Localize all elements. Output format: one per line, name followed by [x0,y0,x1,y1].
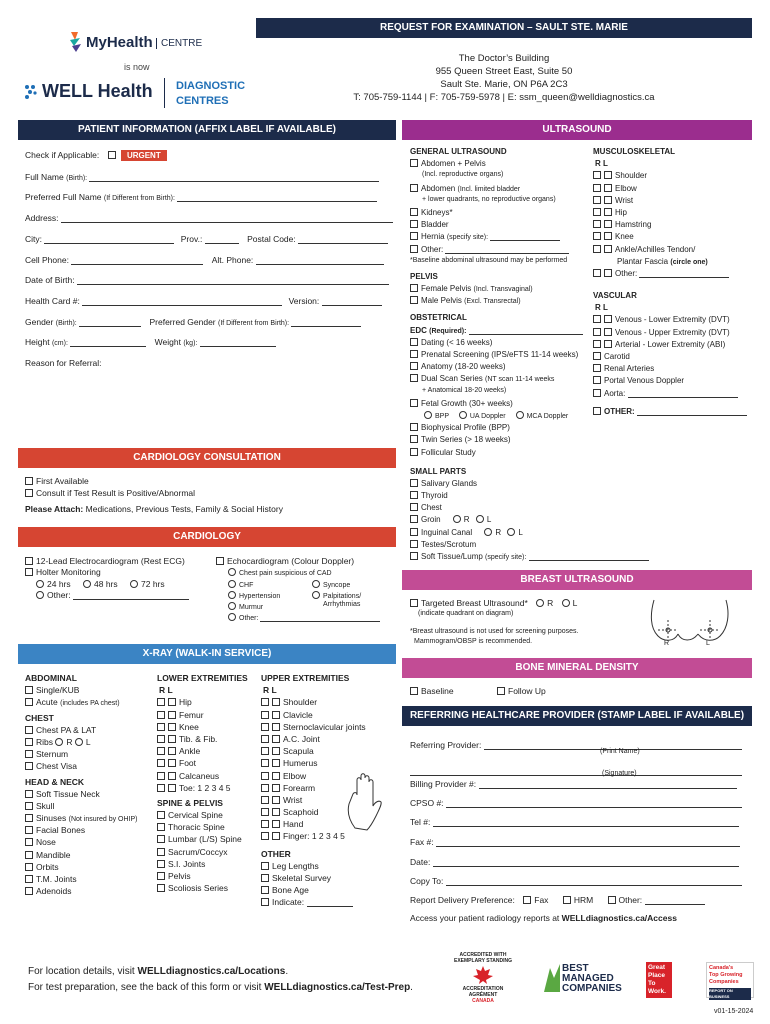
xray-skull[interactable]: Skull [25,801,137,813]
us-other[interactable]: Other: [410,245,649,257]
xray-toe[interactable]: Toe: 1 2 3 4 5 [157,783,248,795]
clinic-address: The Doctor’s Building 955 Queen Street East, Suite 50 Sault Ste. Marie, ON P6A 2C3 T: 705-759-1144 | F: 705-759-5978 | E: ssm_queen@welldiagnostics.ca [353,53,655,103]
breast-us-header: BREAST ULTRASOUND [402,570,752,590]
us-abdomen-pelvis[interactable]: Abdomen + Pelvis [410,159,649,171]
xray-facial-bones[interactable]: Facial Bones [25,825,137,837]
please-attach-text: Please Attach: Medications, Previous Tests, Family & Social History [25,504,283,514]
billing-provider-field[interactable]: Billing Provider #: [410,779,737,789]
patient-info-header: PATIENT INFORMATION (AFFIX LABEL IF AVAILABLE) [18,120,396,140]
best-managed-mark-icon [540,962,564,996]
us-vasc-arterial[interactable]: Arterial - Lower Extremity (ABI) [593,340,747,352]
us-msk-wrist[interactable]: Wrist [593,196,747,208]
us-general-col: GENERAL ULTRASOUND Abdomen + Pelvis (Incl. reproductive organs) Abdomen (Incl. limited bladder + lower quadrants, no reproductive organs) Kidneys* Bladder Hernia (specify site): Other: *Baseline abdominal ultrasound may be performed PELVIS Female Pelvis (Incl. Transvaginal) Male Pelvis (Excl. Transrectal) OBSTETRICAL EDC (Required): Dating (< 16 weeks) Prenatal Screening (IPS/eFTS 11-14 weeks) Anatomy (18-20 weeks) Dual Scan Series (NT scan 11-14 weeks + Anatomical 18-20 weeks) Fetal Growth (30+ weeks) BPP UA Doppler MCA Doppler Biophysical Profile (BPP) Twin Series (> 18 weeks) Follicular Study SMALL PARTS Salivary Glands Thyroid Chest Groin R L Inguinal Canal R L Testes/Scrotum Soft Tissue/Lump (specify site): [410,147,649,564]
us-vasc-venous-upper[interactable]: Venous - Upper Extremity (DVT) [593,328,747,340]
xray-nose[interactable]: Nose [25,837,137,849]
xray-acute[interactable]: Acute (includes PA chest) [25,697,137,709]
xray-sacrum[interactable]: Sacrum/Coccyx [157,847,248,859]
us-msk-hamstring[interactable]: Hamstring [593,220,747,232]
xray-ankle[interactable]: Ankle [157,746,248,758]
xray-col2: LOWER EXTREMITIES R L Hip Femur Knee Tib. & Fib. Ankle Foot Calcaneus Toe: 1 2 3 4 5 SPINE & PELVIS Cervical Spine Thoracic Spine Lumbar (L/S) Spine Sacrum/Coccyx S.I. Joints Pelvis Scoliosis Series [157,673,248,895]
ecg-option[interactable]: 12-Lead Electrocardiogram (Rest ECG) [25,556,185,566]
check-applicable-row: Check if Applicable: URGENT [25,150,167,160]
xray-hip[interactable]: Hip [157,697,248,709]
health-card-row[interactable]: Health Card #: Version: [25,296,382,306]
us-msk-other[interactable]: Other: [593,269,747,281]
preferred-name-field[interactable]: Preferred Full Name (If Different from Birth): [25,192,377,202]
us-testes[interactable]: Testes/Scrotum [410,540,649,552]
bmd-header: BONE MINERAL DENSITY [402,658,752,678]
us-anatomy[interactable]: Anatomy (18-20 weeks) [410,362,649,374]
hand-diagram-icon [343,770,387,834]
xray-si-joints[interactable]: S.I. Joints [157,859,248,871]
xray-soft-tissue-neck[interactable]: Soft Tissue Neck [25,789,137,801]
myhealth-logo: MyHealth CENTRE [68,30,208,58]
xray-adenoids[interactable]: Adenoids [25,886,137,898]
us-abdomen[interactable]: Abdomen (Incl. limited bladder [410,184,649,196]
signature-line[interactable] [410,766,742,776]
echo-other[interactable]: Other: [228,613,380,622]
targeted-breast-option[interactable]: Targeted Breast Ultrasound* R L [410,598,577,608]
us-vasc-venous-lower[interactable]: Venous - Lower Extremity (DVT) [593,315,747,327]
us-prenatal[interactable]: Prenatal Screening (IPS/eFTS 11-14 weeks) [410,350,649,362]
xray-leg-lengths[interactable]: Leg Lengths [261,861,366,873]
us-inguinal[interactable]: Inguinal Canal R L [410,528,649,540]
us-msk-col: MUSCULOSKELETAL R L Shoulder Elbow Wrist Hip Hamstring Knee Ankle/Achilles Tendon/ Plantar Fascia (circle one) Other: VASCULAR R L Venous - Lower Extremity (DVT) Venous - Upper Extremity (DVT) Arterial - Lower Extremity (ABI) Carotid Renal Arteries Portal Venous Doppler Aorta: OTHER: [593,147,747,419]
xray-header: X-RAY (WALK-IN SERVICE) [18,644,396,664]
xray-elbow[interactable]: Elbow [261,771,366,783]
holter-duration-options[interactable]: 24 hrs 48 hrs 72 hrs [36,579,165,589]
xray-humerus[interactable]: Humerus [261,758,366,770]
echo-palpitations[interactable]: Palpitations/ [312,591,361,600]
echo-murmur[interactable]: Murmur [228,602,263,611]
fax-field[interactable]: Fax #: [410,837,740,847]
reason-referral-label: Reason for Referral: [25,358,102,368]
us-hernia[interactable]: Hernia (specify site): [410,232,649,244]
breast-diagram-icon: R L [648,598,748,646]
xray-col3: UPPER EXTREMITIES R L Shoulder Clavicle Sternoclavicular joints A.C. Joint Scapula Humerus Elbow Forearm Wrist Scaphoid Hand Finger: 1 2 3 4 5 OTHER Leg Lengths Skeletal Survey Bone Age Indicate: [261,673,366,910]
xray-orbits[interactable]: Orbits [25,862,137,874]
copy-to-field[interactable]: Copy To: [410,876,742,886]
us-msk-elbow[interactable]: Elbow [593,184,747,196]
consult-positive-option[interactable]: Consult if Test Result is Positive/Abnormal [25,488,195,498]
myhealth-mark-icon [68,30,84,54]
xray-ac-joint[interactable]: A.C. Joint [261,734,366,746]
us-edc[interactable]: EDC (Required): [410,326,649,338]
holter-option[interactable]: Holter Monitoring [25,567,101,577]
echo-hypertension[interactable]: Hypertension [228,591,280,600]
xray-chest-pa[interactable]: Chest PA & LAT [25,725,137,737]
xray-scoliosis[interactable]: Scoliosis Series [157,883,248,895]
request-title: REQUEST FOR EXAMINATION – SAULT STE. MARIE [256,18,752,38]
us-follicular[interactable]: Follicular Study [410,448,649,460]
great-place-logo: Great Place To Work. [646,962,672,998]
bmd-baseline-option[interactable]: Baseline [410,686,454,696]
footer-locations[interactable]: For location details, visit WELLdiagnostics.ca/Locations. [28,966,289,977]
us-vasc-carotid[interactable]: Carotid [593,352,747,364]
xray-tib-fib[interactable]: Tib. & Fib. [157,734,248,746]
us-groin[interactable]: Groin R L [410,515,649,527]
holter-other-field[interactable]: Other: [36,590,189,600]
us-thyroid[interactable]: Thyroid [410,491,649,503]
us-dating[interactable]: Dating (< 16 weeks) [410,338,649,350]
us-twin[interactable]: Twin Series (> 18 weeks) [410,435,649,447]
us-salivary[interactable]: Salivary Glands [410,479,649,491]
us-msk-hip[interactable]: Hip [593,208,747,220]
xray-wrist[interactable]: Wrist [261,795,366,807]
full-name-field[interactable]: Full Name (Birth): [25,172,379,182]
echo-arrhythmias: Arrhythmias [323,601,361,608]
us-soft-tissue[interactable]: Soft Tissue/Lump (specify site): [410,552,649,564]
us-male-pelvis[interactable]: Male Pelvis (Excl. Transrectal) [410,296,649,308]
referring-provider-field[interactable]: Referring Provider: [410,740,742,750]
access-reports-link[interactable]: Access your patient radiology reports at WELLdiagnostics.ca/Access [410,913,677,923]
date-field[interactable]: Date: [410,857,739,867]
maple-leaf-icon [472,966,494,984]
us-chest[interactable]: Chest [410,503,649,515]
us-msk-ankle[interactable]: Ankle/Achilles Tendon/ [593,245,747,257]
city-prov-postal-row[interactable]: City: Prov.: Postal Code: [25,234,388,244]
tel-field[interactable]: Tel #: [410,817,739,827]
xray-pelvis[interactable]: Pelvis [157,871,248,883]
bmd-followup-option[interactable]: Follow Up [497,686,546,696]
well-dots-icon [24,84,38,102]
address-field[interactable]: Address: [25,213,393,223]
urgent-badge: URGENT [121,150,167,161]
xray-scaphoid[interactable]: Scaphoid [261,807,366,819]
accreditation-logo: ACCREDITED WITH EXEMPLARY STANDING ACCREDITATION AGRÉMENT CANADA [454,952,512,1004]
xray-tm-joints[interactable]: T.M. Joints [25,874,137,886]
echo-syncope[interactable]: Syncope [312,580,350,589]
xray-finger[interactable]: Finger: 1 2 3 4 5 [261,831,366,843]
echo-chest-pain[interactable]: Chest pain suspicious of CAD [228,568,332,577]
xray-bone-age[interactable]: Bone Age [261,885,366,897]
us-biophysical[interactable]: Biophysical Profile (BPP) [410,423,649,435]
xray-indicate[interactable]: Indicate: [261,897,366,909]
first-available-option[interactable]: First Available [25,476,89,486]
phone-row[interactable]: Cell Phone: Alt. Phone: [25,255,384,265]
us-vasc-aorta[interactable]: Aorta: [593,389,747,401]
xray-lumbar[interactable]: Lumbar (L/S) Spine [157,834,248,846]
xray-mandible[interactable]: Mandible [25,850,137,862]
delivery-preference-row[interactable]: Report Delivery Preference: Fax HRM Other: [410,895,705,905]
us-msk-knee[interactable]: Knee [593,232,747,244]
echo-chf[interactable]: CHF [228,580,253,589]
height-weight-row[interactable]: Height (cm): Weight (kg): [25,337,276,347]
breast-note-1: *Breast ultrasound is not used for screening purposes. [410,628,579,635]
us-kidneys[interactable]: Kidneys* [410,208,649,220]
xray-knee[interactable]: Knee [157,722,248,734]
xray-skeletal-survey[interactable]: Skeletal Survey [261,873,366,885]
us-fetal-options[interactable]: BPP UA Doppler MCA Doppler [410,411,649,423]
xray-sternum[interactable]: Sternum [25,749,137,761]
xray-femur[interactable]: Femur [157,710,248,722]
dob-field[interactable]: Date of Birth: [25,275,389,285]
echo-option[interactable]: Echocardiogram (Colour Doppler) [216,556,354,566]
xray-clavicle[interactable]: Clavicle [261,710,366,722]
xray-sternoclavicular[interactable]: Sternoclavicular joints [261,722,366,734]
breast-note-2: Mammogram/OBSP is recommended. [414,638,533,645]
us-vasc-portal[interactable]: Portal Venous Doppler [593,376,747,388]
xray-shoulder[interactable]: Shoulder [261,697,366,709]
xray-chest-visa[interactable]: Chest Visa [25,761,137,773]
breast-indicate-note: (indicate quadrant on diagram) [418,610,514,617]
best-managed-logo: BEST MANAGED COMPANIES [540,962,630,998]
cardiology-consult-header: CARDIOLOGY CONSULTATION [18,448,396,468]
xray-ribs[interactable]: Ribs R L [25,737,137,749]
ultrasound-header: ULTRASOUND [402,120,752,140]
xray-scapula[interactable]: Scapula [261,746,366,758]
xray-cervical[interactable]: Cervical Spine [157,810,248,822]
cardiology-header: CARDIOLOGY [18,527,396,547]
urgent-checkbox[interactable] [108,151,116,159]
xray-col1: ABDOMINAL Single/KUB Acute (includes PA chest) CHEST Chest PA & LAT Ribs R L Sternum Chest Visa HEAD & NECK Soft Tissue Neck Skull Sinuses (Not insured by OHIP) Facial Bones Nose Mandible Orbits T.M. Joints Adenoids [25,673,137,898]
gender-row[interactable]: Gender (Birth): Preferred Gender (If Different from Birth): [25,317,361,327]
us-fetal-growth[interactable]: Fetal Growth (30+ weeks) [410,399,649,411]
us-msk-shoulder[interactable]: Shoulder [593,171,747,183]
top-growing-logo: Canada's Top Growing Companies REPORT ON BUSINESS [706,962,754,998]
xray-thoracic[interactable]: Thoracic Spine [157,822,248,834]
us-dual[interactable]: Dual Scan Series (NT scan 11-14 weeks [410,374,649,386]
xray-hand[interactable]: Hand [261,819,366,831]
us-vasc-other[interactable]: OTHER: [593,407,747,419]
xray-sinuses[interactable]: Sinuses (Not insured by OHIP) [25,813,137,825]
xray-single-kub[interactable]: Single/KUB [25,685,137,697]
cpso-field[interactable]: CPSO #: [410,798,742,808]
referring-header: REFERRING HEALTHCARE PROVIDER (STAMP LABEL IF AVAILABLE) [402,706,752,726]
well-health-logo: WELL Health DIAGNOSTIC CENTRES [24,78,254,112]
xray-calcaneus[interactable]: Calcaneus [157,771,248,783]
us-bladder[interactable]: Bladder [410,220,649,232]
us-vasc-renal[interactable]: Renal Arteries [593,364,747,376]
xray-foot[interactable]: Foot [157,758,248,770]
xray-forearm[interactable]: Forearm [261,783,366,795]
footer-test-prep[interactable]: For test preparation, see the back of this form or visit WELLdiagnostics.ca/Test-Prep. [28,982,413,993]
is-now-text: is now [124,62,150,72]
version-label: v01-15-2024 [714,1008,754,1015]
us-female-pelvis[interactable]: Female Pelvis (Incl. Transvaginal) [410,284,649,296]
